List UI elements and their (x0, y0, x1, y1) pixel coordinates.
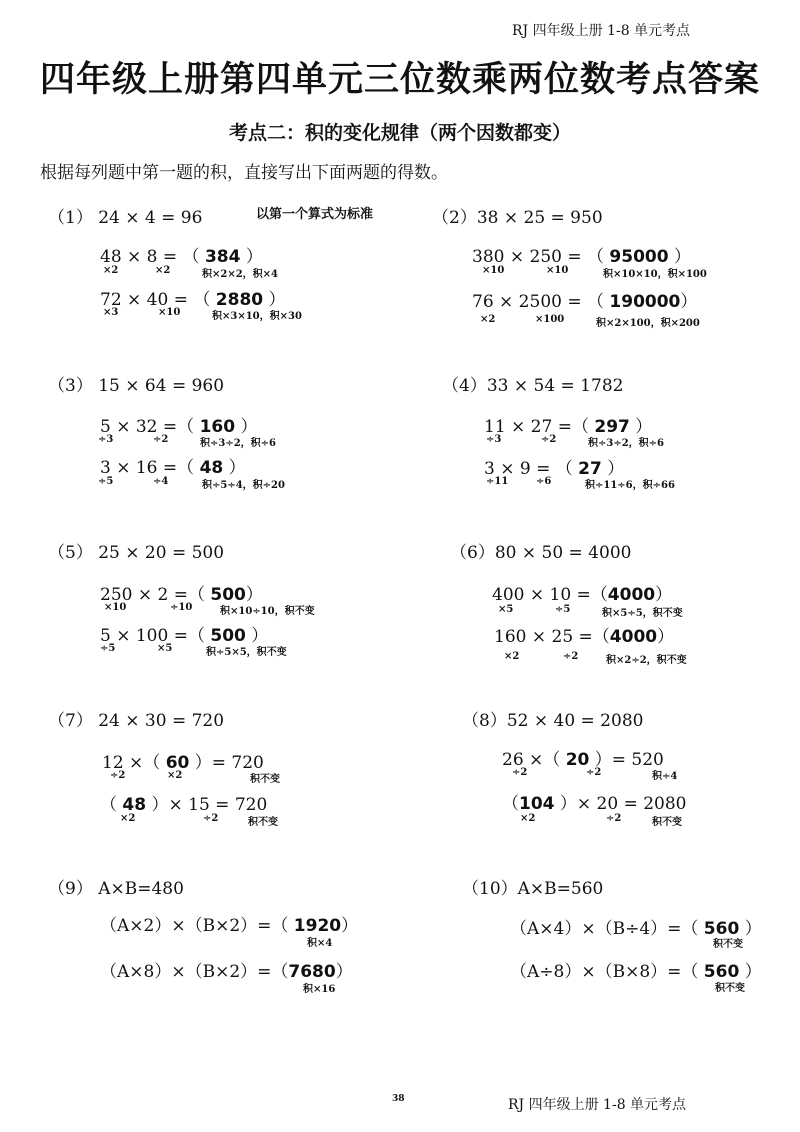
equation-text: ） (739, 919, 762, 939)
equation-text: ） (668, 247, 691, 267)
equation-text: ） (657, 627, 675, 647)
answer-value: 297 (594, 417, 630, 437)
equation-row (472, 242, 691, 267)
change-note: ×2 (155, 265, 171, 276)
change-note: ÷3 (486, 434, 502, 445)
problem-label: （4）33 × 54 = 1782 (442, 376, 624, 396)
equation-row (494, 622, 674, 647)
instruction-text: 根据每列题中第一题的积，直接写出下面两题的得数。 (40, 163, 448, 183)
equation-text: ） (655, 585, 673, 605)
answer-value: 20 (565, 750, 590, 770)
equation-text: （ (100, 795, 123, 815)
equation-text: （A×4）×（B÷4）=（ (510, 919, 704, 939)
answer-value: 104 (519, 794, 555, 814)
equation-text: 48 × 8 = （ (100, 247, 205, 267)
equation-row (100, 911, 358, 936)
change-note: ÷2 (586, 767, 602, 778)
equation-row (102, 748, 264, 773)
equation-text: 5 × 100 =（ (100, 626, 211, 646)
equation-row (492, 580, 672, 605)
problem-label: （9） A×B=480 (48, 879, 184, 899)
change-note: ÷2 (512, 767, 528, 778)
equation-text: 11 × 27 =（ (484, 417, 595, 437)
problem-label: （7） 24 × 30 = 720 (48, 711, 225, 731)
change-note: ×2 (167, 770, 183, 781)
change-note: ÷5 (555, 604, 571, 615)
equation-text: 380 × 250 = （ (472, 247, 610, 267)
change-note: 积×10÷10，积不变 (220, 606, 315, 617)
page-footer: RJ 四年级上册 1-8 单元考点 (508, 1097, 687, 1113)
equation-row (100, 957, 353, 982)
answer-value: 4000 (607, 585, 656, 605)
problem-label: （8）52 × 40 = 2080 (462, 711, 644, 731)
answer-value: 1920 (293, 916, 342, 936)
answer-value: 48 (122, 795, 147, 815)
equation-text: ） (680, 292, 698, 312)
change-note: ÷3 (98, 434, 114, 445)
equation-text: ）× 20 = 2080 (554, 794, 687, 814)
equation-text: 72 × 40 = （ (100, 290, 216, 310)
equation-row (100, 790, 267, 815)
standard-note: 以第一个算式为标准 (256, 207, 374, 222)
change-note: 积÷11÷6，积÷66 (585, 480, 675, 491)
change-note: ×2 (120, 813, 136, 824)
change-note: ÷2 (541, 434, 557, 445)
equation-text: ）× 15 = 720 (146, 795, 268, 815)
equation-text: （A×2）×（B×2）=（ (100, 916, 294, 936)
change-note: 积×2÷2，积不变 (606, 655, 687, 666)
change-note: ÷5 (98, 476, 114, 487)
answer-value: 384 (204, 247, 241, 267)
change-note: ×5 (498, 604, 514, 615)
page-header: RJ 四年级上册 1-8 单元考点 (512, 23, 691, 39)
equation-row (100, 453, 246, 478)
change-note: ×2 (103, 265, 119, 276)
change-note: 积÷3÷2，积÷6 (588, 438, 665, 449)
change-note: ÷4 (153, 476, 169, 487)
change-note: ×5 (157, 643, 173, 654)
answer-value: 4000 (609, 627, 658, 647)
answer-value: 500 (210, 585, 246, 605)
change-note: ×2 (504, 651, 520, 662)
change-note: ÷2 (153, 434, 169, 445)
change-note: 积不变 (248, 817, 278, 828)
answer-value: 48 (199, 458, 224, 478)
change-note: ÷10 (170, 602, 193, 613)
equation-row (502, 789, 687, 814)
equation-text: ） (629, 417, 653, 437)
equation-text: （A÷8）×（B×8）=（ (510, 962, 704, 982)
change-note: ÷2 (563, 651, 579, 662)
equation-text: 5 × 32 =（ (100, 417, 200, 437)
change-note: 积不变 (250, 774, 280, 785)
equation-text: ） (235, 417, 258, 437)
equation-text: 26 ×（ (502, 750, 566, 770)
change-note: 积不变 (713, 939, 743, 950)
equation-text: （A×8）×（B×2）=（ (100, 962, 289, 982)
problem-label: （2）38 × 25 = 950 (432, 208, 603, 228)
equation-row (100, 242, 263, 267)
change-note: ×10 (546, 265, 569, 276)
problem-label: （10）A×B=560 (462, 879, 604, 899)
equation-text: 3 × 16 =（ (100, 458, 200, 478)
equation-text: 400 × 10 =（ (492, 585, 608, 605)
equation-text: ） (341, 916, 359, 936)
equation-text: ） (245, 585, 263, 605)
page-number: 38 (392, 1094, 405, 1104)
equation-text: ） (245, 626, 269, 646)
equation-text: ） (601, 459, 625, 479)
change-note: 积×16 (303, 984, 336, 995)
equation-text: ） (240, 247, 263, 267)
equation-text: 3 × 9 = （ (484, 459, 579, 479)
change-note: 积×2×100，积×200 (596, 318, 700, 329)
equation-text: ）= 720 (189, 753, 264, 773)
change-note: 积×10×10，积×100 (603, 269, 707, 280)
problem-label: （6）80 × 50 = 4000 (450, 543, 632, 563)
change-note: 积不变 (652, 817, 682, 828)
change-note: ÷6 (536, 476, 552, 487)
equation-text: 160 × 25 =（ (494, 627, 610, 647)
equation-text: 76 × 2500 = （ (472, 292, 610, 312)
change-note: 积×5÷5，积不变 (602, 608, 683, 619)
answer-value: 60 (165, 753, 190, 773)
change-note: ×10 (482, 265, 505, 276)
equation-text: ） (263, 290, 286, 310)
answer-value: 27 (578, 459, 602, 479)
problem-label: （1） 24 × 4 = 96 (48, 208, 203, 228)
change-note: ×2 (520, 813, 536, 824)
change-note: ÷5 (100, 643, 116, 654)
problem-label: （3） 15 × 64 = 960 (48, 376, 225, 396)
answer-value: 560 (703, 919, 740, 939)
change-note: ×10 (104, 602, 127, 613)
change-note: 积×4 (307, 938, 333, 949)
change-note: 积÷3÷2，积÷6 (200, 438, 277, 449)
equation-text: ）= 520 (589, 750, 664, 770)
answer-value: 190000 (609, 292, 681, 312)
change-note: 积×3×10，积×30 (212, 311, 302, 322)
answer-value: 7680 (288, 962, 336, 982)
equation-text: ） (335, 962, 353, 982)
change-note: ÷2 (606, 813, 622, 824)
answer-value: 95000 (609, 247, 669, 267)
answer-value: 560 (703, 962, 740, 982)
change-note: 积÷5×5，积不变 (206, 647, 287, 658)
equation-text: 12 ×（ (102, 753, 166, 773)
equation-text: 250 × 2 =（ (100, 585, 211, 605)
change-note: 积×2×2，积×4 (202, 269, 279, 280)
answer-value: 160 (199, 417, 236, 437)
change-note: 积÷4 (652, 771, 678, 782)
equation-row (472, 287, 697, 312)
section-subtitle: 考点二：积的变化规律（两个因数都变） (228, 122, 571, 144)
change-note: 积÷5÷4，积÷20 (202, 480, 285, 491)
problem-label: （5） 25 × 20 = 500 (48, 543, 225, 563)
change-note: ÷11 (486, 476, 509, 487)
change-note: ×3 (103, 307, 119, 318)
change-note: ×2 (480, 314, 496, 325)
change-note: ÷2 (110, 770, 126, 781)
page-title: 四年级上册第四单元三位数乘两位数考点答案 (39, 59, 760, 100)
change-note: ×100 (535, 314, 565, 325)
equation-text: ） (739, 962, 762, 982)
equation-text: （ (502, 794, 519, 814)
answer-value: 2880 (215, 290, 264, 310)
change-note: 积不变 (715, 983, 745, 994)
change-note: ÷2 (203, 813, 219, 824)
answer-value: 500 (210, 626, 246, 646)
equation-text: ） (223, 458, 246, 478)
change-note: ×10 (158, 307, 181, 318)
